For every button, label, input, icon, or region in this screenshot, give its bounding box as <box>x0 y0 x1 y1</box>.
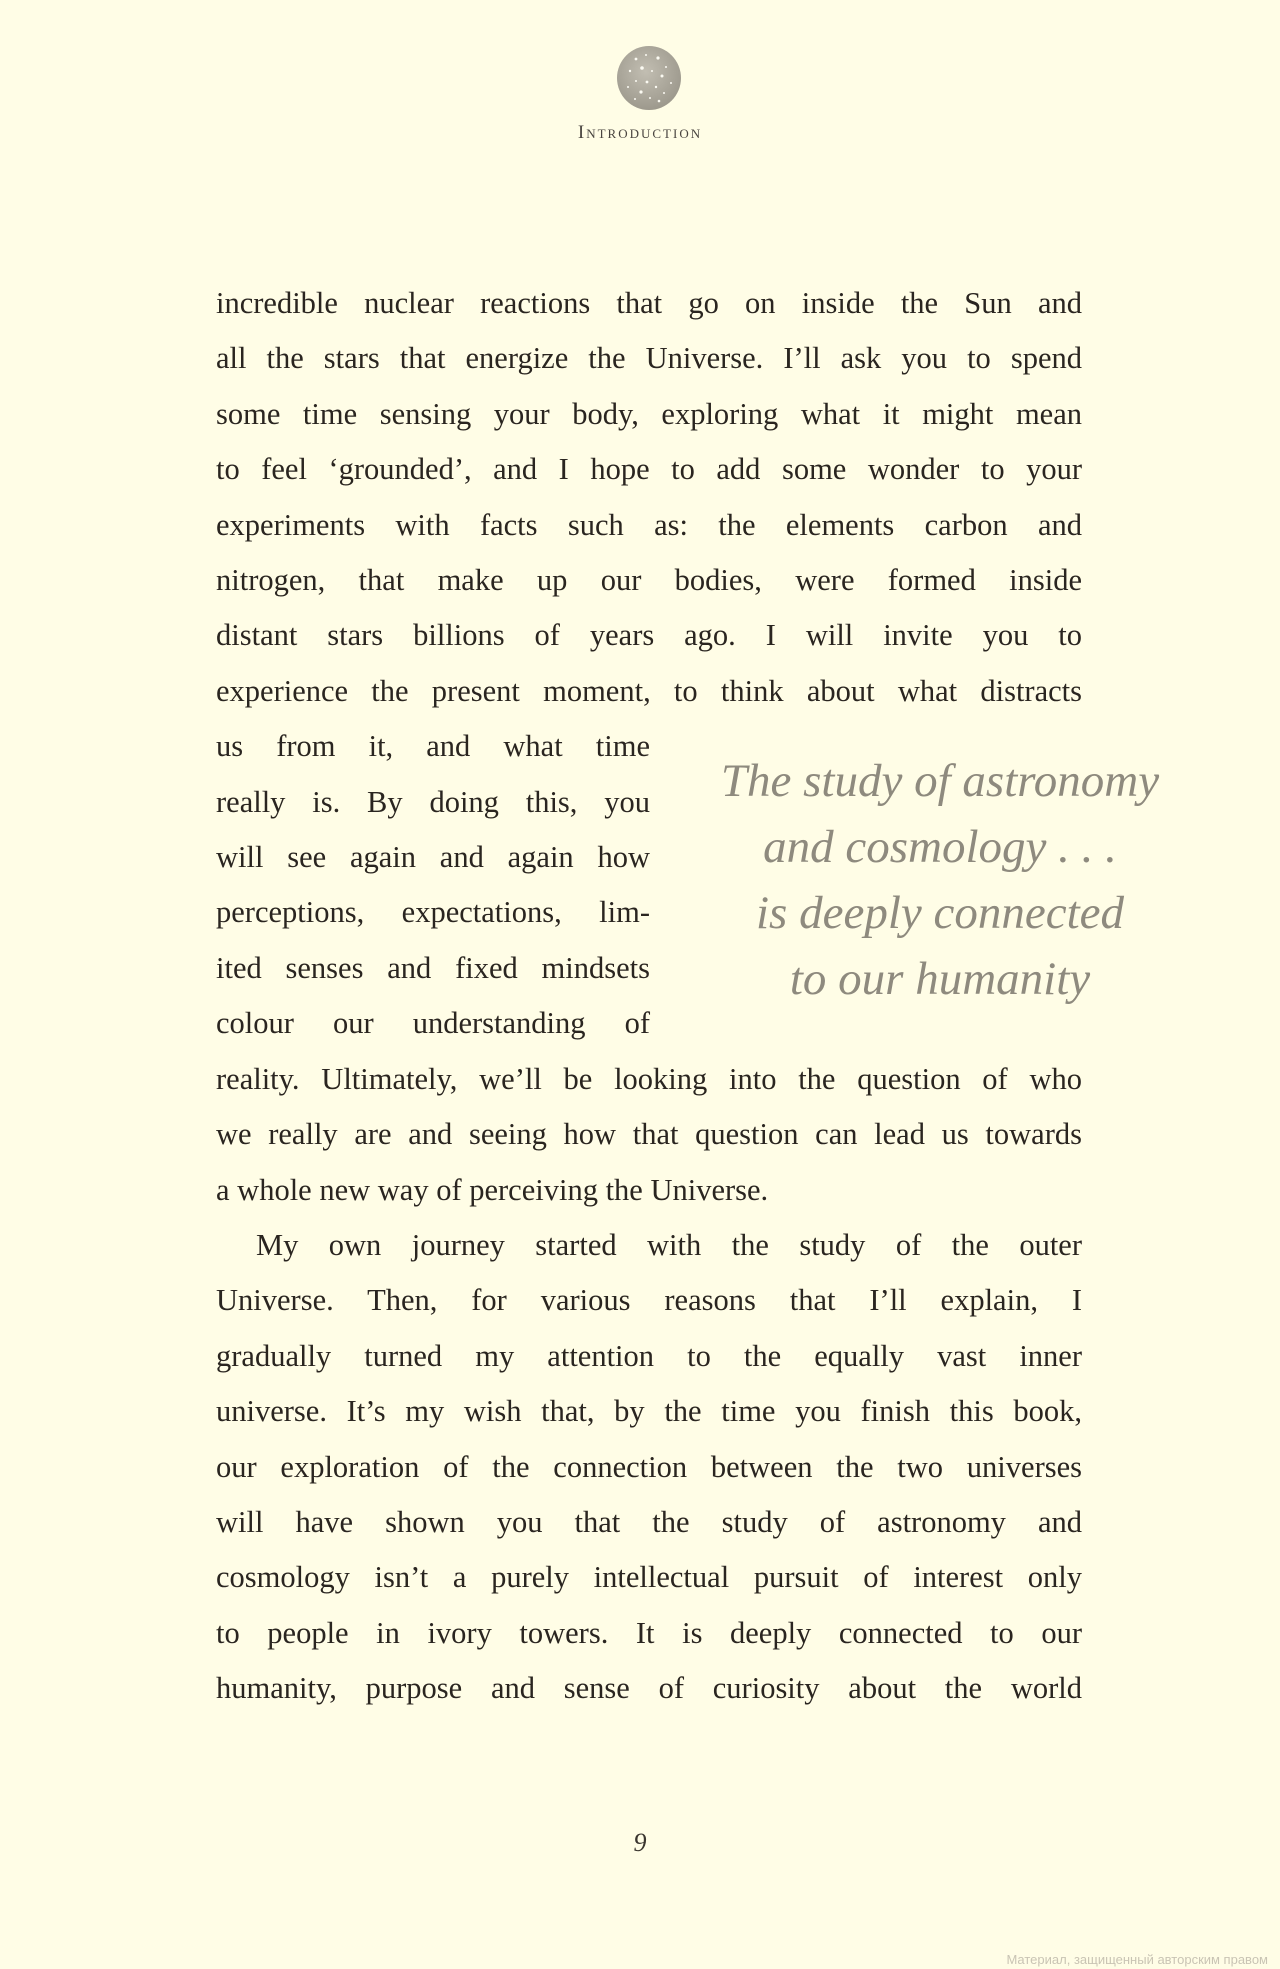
text-line: distant stars billions of years ago. I will invite you to <box>216 618 1082 653</box>
text-line: incredible nuclear reactions that go on inside the Sun and <box>216 286 1082 320</box>
text-line: reality. Ultimately, we’ll be looking into the question of who <box>216 1061 1082 1096</box>
text-line: cosmology isn’t a purely intellectual pursuit of interest only <box>216 1560 1082 1595</box>
text-line: Universe. Then, for various reasons that I’ll explain, I <box>216 1283 1082 1318</box>
text-line: perceptions, expectations, lim- <box>216 895 650 930</box>
text-line: to feel ‘grounded’, and I hope to add some wonder to your <box>216 452 1082 487</box>
text-line: experiments with facts such as: the elements carbon and <box>216 507 1082 542</box>
page-number: 9 <box>633 1828 647 1857</box>
paragraph-1 <box>216 276 1082 1218</box>
pull-quote <box>664 748 1216 1012</box>
copyright-watermark: Материал, защищенный авторским правом <box>1006 1952 1268 1967</box>
text-line: a whole new way of perceiving the Universe. <box>216 1172 769 1207</box>
pull-quote-line: and cosmology . . . <box>763 821 1117 873</box>
text-line: colour our understanding of <box>216 1006 650 1041</box>
text-line: some time sensing your body, exploring what it might mean <box>216 396 1082 431</box>
pull-quote-line: The study of astronomy <box>720 755 1160 807</box>
text-line: ited senses and fixed mindsets <box>216 950 650 985</box>
pull-quote-line: to our humanity <box>789 953 1091 1005</box>
text-line: will see again and again how <box>216 840 650 875</box>
text-line: universe. It’s my wish that, by the time you finish this book, <box>216 1394 1082 1429</box>
text-line: nitrogen, that make up our bodies, were formed inside <box>216 563 1082 598</box>
text-line: really is. By doing this, you <box>216 784 650 819</box>
text-line: to people in ivory towers. It is deeply connected to our <box>216 1615 1082 1650</box>
text-line: all the stars that energize the Universe. I’ll ask you to spend <box>216 341 1082 376</box>
text-line: gradually turned my attention to the equally vast inner <box>216 1338 1082 1373</box>
text-line: experience the present moment, to think about what distracts <box>216 673 1082 708</box>
paragraph-2 <box>216 1218 1082 1717</box>
text-line: My own journey started with the study of the outer <box>256 1227 1082 1262</box>
starry-circle-icon <box>616 45 682 111</box>
text-line: will have shown you that the study of astronomy and <box>216 1504 1082 1539</box>
text-line: our exploration of the connection between the two universes <box>216 1449 1082 1484</box>
text-line: we really are and seeing how that question can lead us towards <box>216 1117 1082 1152</box>
running-head: Introduction <box>577 122 703 143</box>
pull-quote-line: is deeply connected <box>756 887 1124 939</box>
text-line: humanity, purpose and sense of curiosity about the world <box>216 1671 1082 1706</box>
text-line: us from it, and what time <box>216 729 650 764</box>
